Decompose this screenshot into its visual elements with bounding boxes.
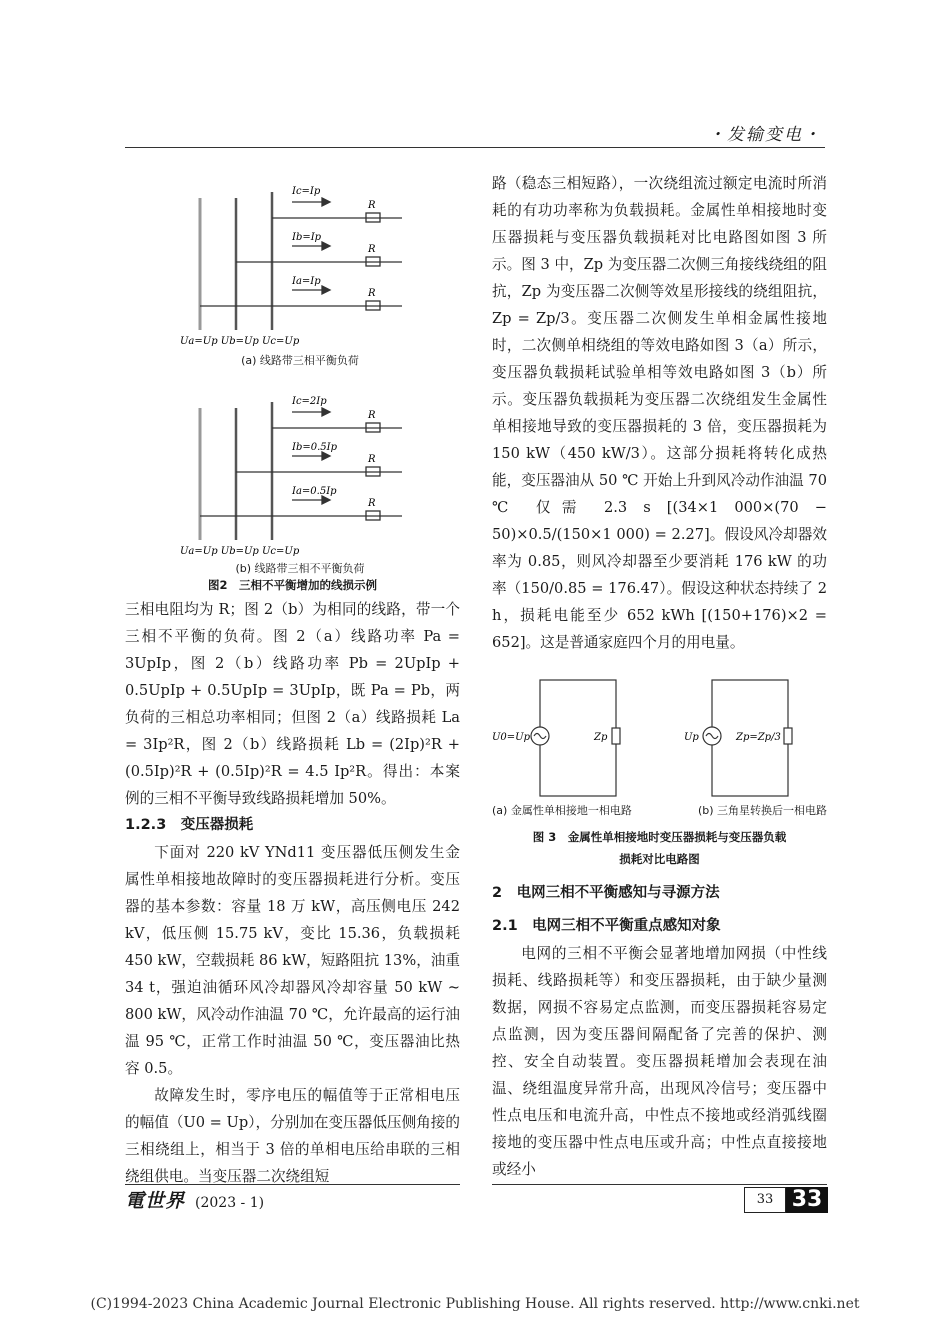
left-column bbox=[125, 596, 460, 1190]
fig2a-ic-label: Ic=Ip bbox=[292, 186, 321, 197]
page-number-bold: 33 bbox=[786, 1187, 828, 1213]
section-heading-2-1: 2.1 电网三相不平衡重点感知对象 bbox=[492, 918, 721, 934]
copyright-line: (C)1994-2023 China Academic Journal Electronic Publishing House. All rights reserved. http://www.cnki.net bbox=[90, 1296, 860, 1312]
footer-rule-right bbox=[492, 1184, 827, 1185]
figure-2-caption: 图2 三相不平衡增加的线损示例 bbox=[208, 578, 377, 592]
header-rule bbox=[125, 147, 825, 148]
figure-2b-diagram bbox=[170, 380, 430, 560]
figure-3 bbox=[492, 672, 827, 872]
fig3b-left-label: Up bbox=[684, 732, 699, 743]
running-header: ・发输变电・ bbox=[708, 125, 822, 145]
paragraph-line-loss: 三相电阻均为 R；图 2（b）为相同的线路，带一个三相不平衡的负荷。图 2（a）线路功率 Pa = 3UpIp，图 2（b）线路功率 Pb = 2UpIp + 0.5UpIp + 0.5UpIp = 3UpIp，既 Pa = Pb，两负荷的三相总功率相同；但图 2（a）线路损耗 La = 3Ip²R，图 2（b）线路损耗 Lb = (2Ip)²R + (0.5Ip)²R + (0.5Ip)²R = 4.5 Ip²R。得出：本案例的三相不平衡导致线路损耗增加 50%。 bbox=[125, 601, 460, 807]
section-heading-2: 2 电网三相不平衡感知与寻源方法 bbox=[492, 885, 720, 901]
journal-issue: (2023 - 1) bbox=[195, 1195, 265, 1211]
figure-3b-caption: (b) 三角星转换后一相电路 bbox=[697, 804, 827, 817]
figure-2a-caption: (a) 线路带三相平衡负荷 bbox=[241, 354, 359, 367]
fig2b-u-labels: Ua=Up Ub=Up Uc=Up bbox=[180, 546, 300, 557]
right-column bbox=[492, 170, 827, 656]
fig2b-ia-label: Ia=0.5Ip bbox=[292, 486, 337, 497]
paragraph-perception: 电网的三相不平衡会显著地增加网损（中性线损耗、线路损耗等）和变压器损耗，由于缺少量测数据，网损不容易定点监测，而变压器损耗容易定点监测，因为变压器间隔配备了完善的保护、测控、安全自动装置。变压器损耗增加会表现在油温、绕组温度异常升高，出现风冷信号；变压器中性点电压和电流升高，中性点不接地或经消弧线圈接地的变压器中性点电压或升高；中性点直接接地或经小 bbox=[492, 945, 827, 1178]
fig3b-right-label: Zp=Zp/3 bbox=[736, 732, 781, 743]
journal-name bbox=[125, 1186, 264, 1213]
figure-3-caption-line-2: 损耗对比电路图 bbox=[619, 852, 700, 866]
fig2a-r-label-3: R bbox=[368, 288, 376, 299]
figure-3a-caption: (a) 金属性单相接地一相电路 bbox=[492, 804, 632, 817]
fig2b-r-label-1: R bbox=[368, 410, 376, 421]
journal-logo: 電世界 bbox=[125, 1190, 186, 1212]
fig3a-right-label: Zp bbox=[594, 732, 608, 743]
paragraph-load-loss: 路（稳态三相短路），一次绕组流过额定电流时所消耗的有功功率称为负载损耗。金属性单相接地时变压器损耗与变压器负载损耗对比电路图如图 3 所示。图 3 中，Zp 为变压器二次侧三角接线绕组的阻抗，Zp 为变压器二次侧等效星形接线的绕组阻抗，Zp = Zp/3。变压器二次侧发生单相金属性接地时，二次侧单相绕组的等效电路如图 3（a）所示，变压器负载损耗试验单相等效电路如图 3（b）所示。变压器负载损耗为变压器二次绕组发生金属性单相接地导致的变压器损耗的 3 倍，变压器损耗为 150 kW（450 kW/3）。这部分损耗将转化成热能，变压器油从 50 ℃ 开始上升到风冷动作油温 70 ℃ 仅需 2.3 s [(34×1 000×(70 − 50)×0.5/(150×1 000) = 2.27]。假设风冷却器效率为 0.85，则风冷却器至少要消耗 176 kW 的功率（150/0.85 = 176.47）。假设这种状态持续了 2 h，损耗电能至少 652 kWh [(150+176)×2 = 652]。这是普通家庭四个月的用电量。 bbox=[492, 175, 827, 651]
fig2b-r-label-3: R bbox=[368, 498, 376, 509]
fig2a-ib-label: Ib=Ip bbox=[292, 232, 322, 243]
figure-2 bbox=[170, 170, 430, 600]
figure-3-diagram bbox=[492, 672, 827, 802]
figure-3-caption-line-1: 图 3 金属性单相接地时变压器损耗与变压器负载 bbox=[532, 830, 787, 844]
paragraph-fault: 故障发生时，零序电压的幅值等于正常相电压的幅值（U0 = Up），分别加在变压器低压侧角接的三相绕组上，相当于 3 倍的单相电压给串联的三相绕组供电。当变压器二次绕组短 bbox=[125, 1087, 460, 1185]
right-column-lower bbox=[492, 880, 827, 1183]
fig2a-ia-label: Ia=Ip bbox=[292, 276, 321, 287]
paragraph-transformer-params: 下面对 220 kV YNd11 变压器低压侧发生金属性单相接地故障时的变压器损耗进行分析。变压器的基本参数：容量 18 万 kW，高压侧电压 242 kV，低压侧 15.75 kV，变比 15.36，负载损耗 450 kW，空载损耗 86 kW，短路阻抗 13%，油重 34 t，强迫油循环风冷却器风冷却容量 50 kW ~ 800 kW，风冷动作油温 70 ℃，允许最高的运行油温 95 ℃，正常工作时油温 50 ℃，变压器油比热容 0.5。 bbox=[125, 844, 460, 1077]
fig2b-r-label-2: R bbox=[368, 454, 376, 465]
fig3a-left-label: U0=Up bbox=[492, 732, 530, 743]
fig2b-ic-label: Ic=2Ip bbox=[292, 396, 327, 407]
page-number: 33 bbox=[744, 1187, 786, 1213]
footer-rule-left bbox=[125, 1184, 460, 1185]
section-heading-1-2-3: 1.2.3 变压器损耗 bbox=[125, 817, 254, 833]
figure-2a-diagram bbox=[170, 170, 430, 350]
fig2a-r-label-1: R bbox=[368, 200, 376, 211]
fig2b-ib-label: Ib=0.5Ip bbox=[292, 442, 337, 453]
fig2a-r-label-2: R bbox=[368, 244, 376, 255]
figure-2b-caption: (b) 线路带三相不平衡负荷 bbox=[235, 562, 365, 575]
fig2a-u-labels: Ua=Up Ub=Up Uc=Up bbox=[180, 336, 300, 347]
